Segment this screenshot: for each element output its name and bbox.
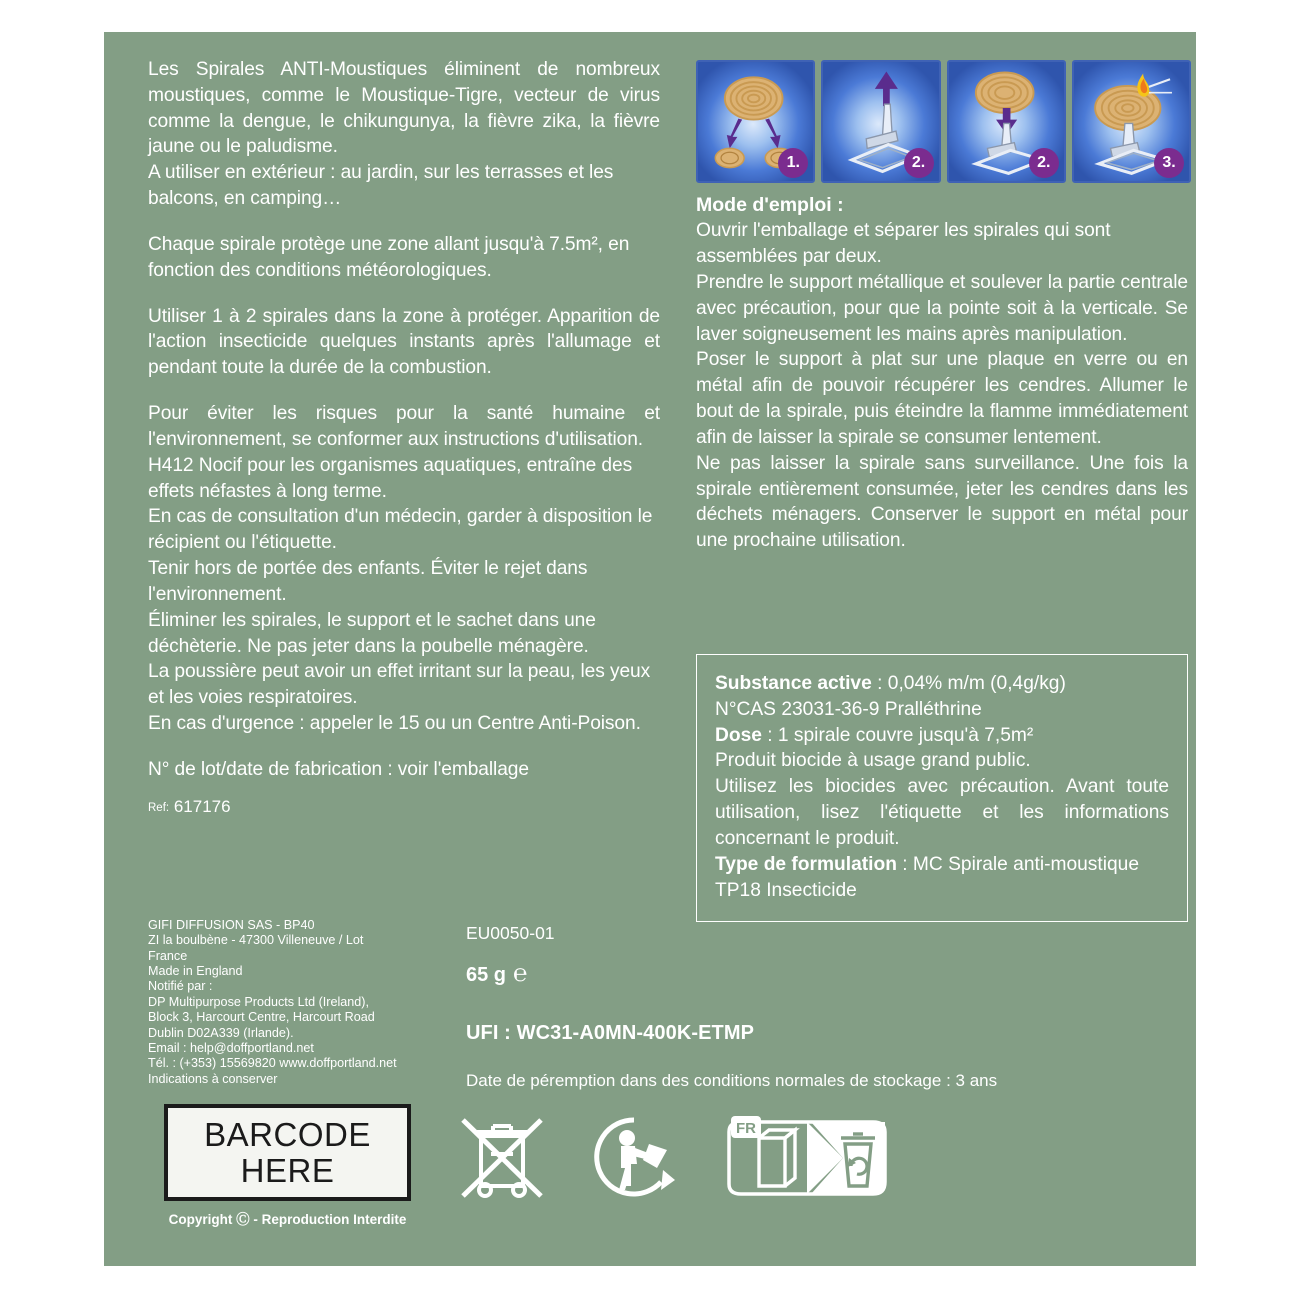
copyright-line: Copyright Ⓒ - Reproduction Interdite <box>168 1212 407 1227</box>
usage-paragraph: Utiliser 1 à 2 spirales dans la zone à protéger. Apparition de l'action insecticide quelques instants après l'allumage et pendant toute la durée de la combustion. <box>148 305 660 379</box>
active-substance-box <box>696 654 1188 922</box>
address-line: Tél. : (+353) 15569820 www.doffportland.net <box>148 1056 397 1071</box>
reference-value: 617176 <box>173 796 231 816</box>
address-line: Notifié par : <box>148 979 213 994</box>
substance-active-value: : 0,04% m/m (0,4g/kg) <box>871 673 1066 694</box>
h412-paragraph: H412 Nocif pour les organismes aquatiques, entraîne des effets néfastes à long terme. <box>148 454 633 502</box>
barcode-line-1: BARCODE <box>204 1116 371 1154</box>
right-text-column <box>696 192 1188 554</box>
address-line: Made in England <box>148 964 243 979</box>
crossed-out-wheelie-bin-icon <box>459 1110 545 1202</box>
reference-line <box>148 797 660 817</box>
dose-value: : 1 spirale couvre jusqu'à 7,5m² <box>761 724 1034 746</box>
mode-step-light-paragraph: Poser le support à plat sur une plaque en verre ou en métal afin de pouvoir récupérer les cendres. Allumer le bout de la spirale, puis éteindre la flamme immédiatement afin de laisser la spirale se consumer lentement. <box>696 349 1188 448</box>
step-number-badge: 2. <box>1029 148 1059 178</box>
safety-paragraph: Pour éviter les risques pour la santé humaine et l'environnement, se conformer aux instructions d'utilisation. <box>148 403 660 450</box>
estimated-sign-icon: ℮ <box>513 960 528 987</box>
ufi-code: UFI : WC31-A0MN-400K-ETMP <box>466 1021 755 1044</box>
formulation-type-label: Type de formulation <box>715 853 897 875</box>
expiry-line: Date de péremption dans des conditions normales de stockage : 3 ans <box>466 1070 998 1090</box>
substance-active-line <box>715 671 1169 697</box>
triman-country-code: FR <box>736 1120 756 1137</box>
children-paragraph: Tenir hors de portée des enfants. Éviter le rejet dans l'environnement. <box>148 558 588 605</box>
net-weight-line <box>466 961 1166 988</box>
formulation-tp18-line: TP18 Insecticide <box>715 879 857 901</box>
emergency-paragraph: En cas d'urgence : appeler le 15 ou un Centre Anti-Poison. <box>148 713 641 735</box>
instruction-steps-strip <box>696 60 1191 183</box>
barcode-area <box>164 1104 411 1228</box>
coverage-paragraph: Chaque spirale protège une zone allant jusqu'à 7.5m², en fonction des conditions météorologiques. <box>148 233 630 281</box>
formulation-type-line <box>715 852 1169 878</box>
tidyman-recycle-icon <box>587 1110 681 1202</box>
disposal-paragraph: Éliminer les spirales, le support et le sachet dans une déchèterie. Ne pas jeter dans la poubelle ménagère. <box>148 609 596 657</box>
address-line: Email : help@doffportland.net <box>148 1040 314 1055</box>
mode-step-supervise-paragraph: Ne pas laisser la spirale sans surveillance. Une fois la spirale entièrement consumée, jeter les cendres dans les déchets ménagers. Conserver le support en métal pour une prochaine utilisation. <box>696 452 1188 552</box>
left-text-column <box>148 57 660 817</box>
step-number-badge: 3. <box>1154 148 1184 178</box>
dose-line <box>715 723 1169 749</box>
mode-step-open-paragraph: Ouvrir l'emballage et séparer les spirales qui sont assemblées par deux. <box>696 220 1111 268</box>
step-number-badge: 1. <box>778 148 808 178</box>
step-panel-1 <box>696 60 815 183</box>
biocide-public-line: Produit biocide à usage grand public. <box>715 750 1031 772</box>
mode-demploi-heading: Mode d'emploi : <box>696 194 844 216</box>
step-panel-3 <box>947 60 1066 183</box>
mode-step-stand-paragraph: Prendre le support métallique et soulever la partie centrale avec précaution, pour que la pointe soit à la verticale. Se laver soigneusement les mains après manipulation. <box>696 271 1188 345</box>
step-panel-2 <box>821 60 940 183</box>
intro-paragraph: Les Spirales ANTI-Moustiques éliminent de nombreux moustiques, comme le Moustique-Tigre, vecteur de virus comme la dengue, le chikungunya, la fièvre zika, la fièvre jaune ou le paludisme. <box>148 59 660 158</box>
address-line: Dublin D02A339 (Irlande). <box>148 1025 294 1040</box>
step-panel-4 <box>1072 60 1191 183</box>
address-line: France <box>148 948 188 963</box>
dose-label: Dose <box>715 724 762 746</box>
net-weight-value: 65 g <box>466 963 507 986</box>
outdoor-use-paragraph: A utiliser en extérieur : au jardin, sur les terrasses et les balcons, en camping… <box>148 162 614 210</box>
cas-number-line: N°CAS 23031-36-9 Pralléthrine <box>715 698 982 720</box>
address-line: ZI la boulbène - 47300 Villeneuve / Lot <box>148 933 364 948</box>
triman-fr-sorting-icon <box>723 1110 891 1202</box>
barcode-placeholder <box>164 1104 411 1201</box>
address-line: DP Multipurpose Products Ltd (Ireland), <box>148 994 369 1009</box>
lot-date-line: N° de lot/date de fabrication : voir l'emballage <box>148 758 529 780</box>
disposal-icons-row <box>459 1110 891 1202</box>
product-label-panel <box>104 32 1196 1266</box>
step-number-badge: 2. <box>904 148 934 178</box>
substance-active-label: Substance active <box>715 673 872 694</box>
address-line: Block 3, Harcourt Centre, Harcourt Road <box>148 1010 375 1025</box>
manufacturer-address-block <box>148 918 478 1087</box>
formulation-type-value: : MC Spirale anti-moustique <box>896 853 1140 875</box>
doctor-paragraph: En cas de consultation d'un médecin, garder à disposition le récipient ou l'étiquette. <box>148 506 653 554</box>
dust-paragraph: La poussière peut avoir un effet irritant sur la peau, les yeux et les voies respiratoires. <box>148 661 651 709</box>
reference-label: Ref: <box>148 801 170 814</box>
barcode-line-2: HERE <box>240 1151 335 1189</box>
eu-authorisation-code: EU0050-01 <box>466 923 555 943</box>
regulatory-codes-block <box>466 922 1166 1091</box>
address-line: Indications à conserver <box>148 1071 278 1086</box>
biocide-precaution-line: Utilisez les biocides avec précaution. Avant toute utilisation, lisez l'étiquette et les informations concernant le produit. <box>715 776 1169 849</box>
address-line: GIFI DIFFUSION SAS - BP40 <box>148 918 315 932</box>
